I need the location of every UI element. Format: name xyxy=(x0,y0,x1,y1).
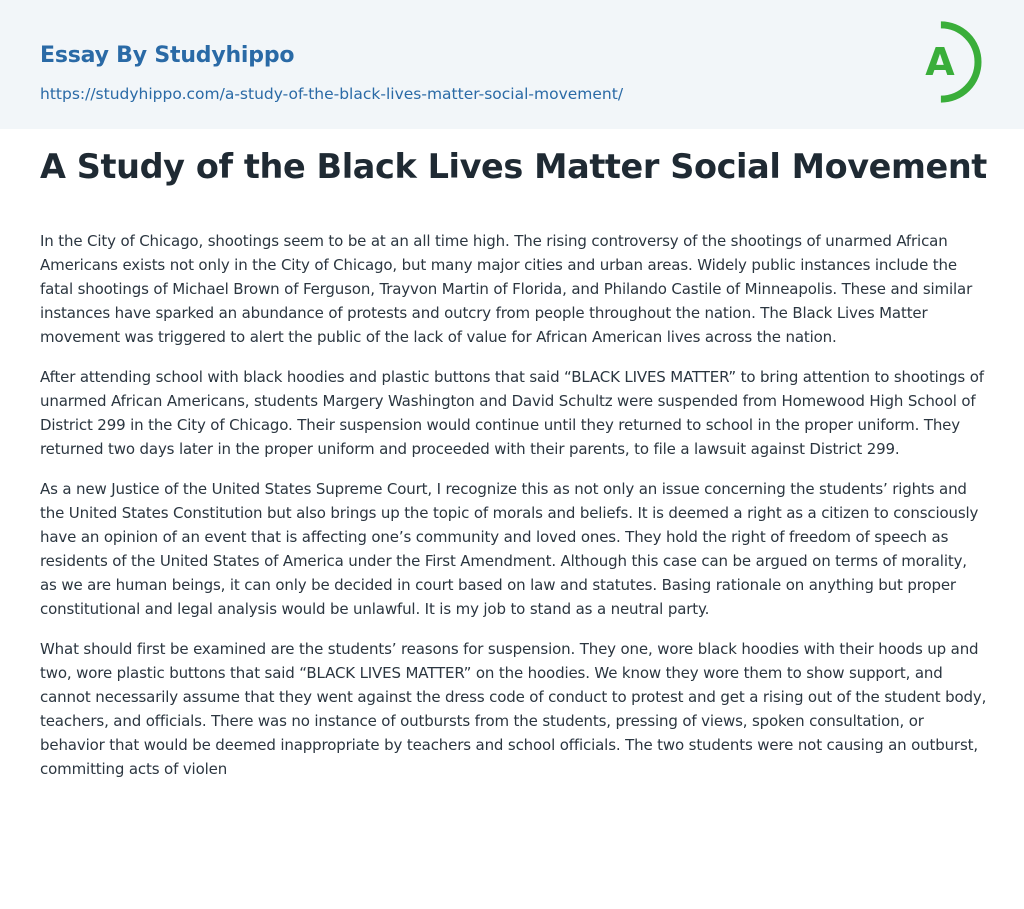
site-brand[interactable]: Essay By Studyhippo xyxy=(40,43,295,68)
essay-title: A Study of the Black Lives Matter Social Movement xyxy=(40,147,987,186)
essay-paragraph: As a new Justice of the United States Supreme Court, I recognize this as not only an issue concerning the students’ rights and the United States Constitution but also brings up the topic of morals and beliefs. It is deemed a right as a citizen to consciously have an opinion of an event that is affecting one’s community and loved ones. They hold the right of freedom of speech as residents of the United States of America under the First Amendment. Although this case can be argued on terms of morality, as we are human beings, it can only be decided in court based on law and statutes. Basing rationale on anything but proper constitutional and legal analysis would be unlawful. It is my job to stand as a neutral party. xyxy=(40,480,979,618)
site-header xyxy=(0,0,1024,129)
essay-url-link[interactable]: https://studyhippo.com/a-study-of-the-black-lives-matter-social-movement/ xyxy=(40,85,624,103)
essay-paragraph: After attending school with black hoodies and plastic buttons that said “BLACK LIVES MATTER” to bring attention to shootings of unarmed African Americans, students Margery Washington and David Schultz were suspended from Homewood High School of District 299 in the City of Chicago. Their suspension would continue until they returned to school in the proper uniform. They returned two days later in the proper uniform and proceeded with their parents, to file a lawsuit against District 299. xyxy=(40,368,984,458)
essay-paragraph: What should first be examined are the students’ reasons for suspension. They one, wore black hoodies with their hoods up and two, wore plastic buttons that said “BLACK LIVES MATTER” on the hoodies. We know they wore them to show support, and cannot necessarily assume that they went against the dress code of conduct to protest and get a rising out of the student body, teachers, and officials. There was no instance of outbursts from the students, pressing of views, spoken consultation, or behavior that would be deemed inappropriate by teachers and school officials. The two students were not causing an outburst, committing acts of violen xyxy=(40,640,987,778)
essay-paragraph: In the City of Chicago, shootings seem to be at an all time high. The rising controversy of the shootings of unarmed African Americans exists not only in the City of Chicago, but many major cities and urban areas. Widely public instances include the fatal shootings of Michael Brown of Ferguson, Trayvon Martin of Florida, and Philando Castile of Minneapolis. These and similar instances have sparked an abundance of protests and outcry from people throughout the nation. The Black Lives Matter movement was triggered to alert the public of the lack of value for African American lives across the nation. xyxy=(40,232,973,346)
essay-body xyxy=(40,229,988,797)
studyhippo-logo-icon[interactable] xyxy=(912,18,986,106)
logo-letter: A xyxy=(925,40,955,84)
